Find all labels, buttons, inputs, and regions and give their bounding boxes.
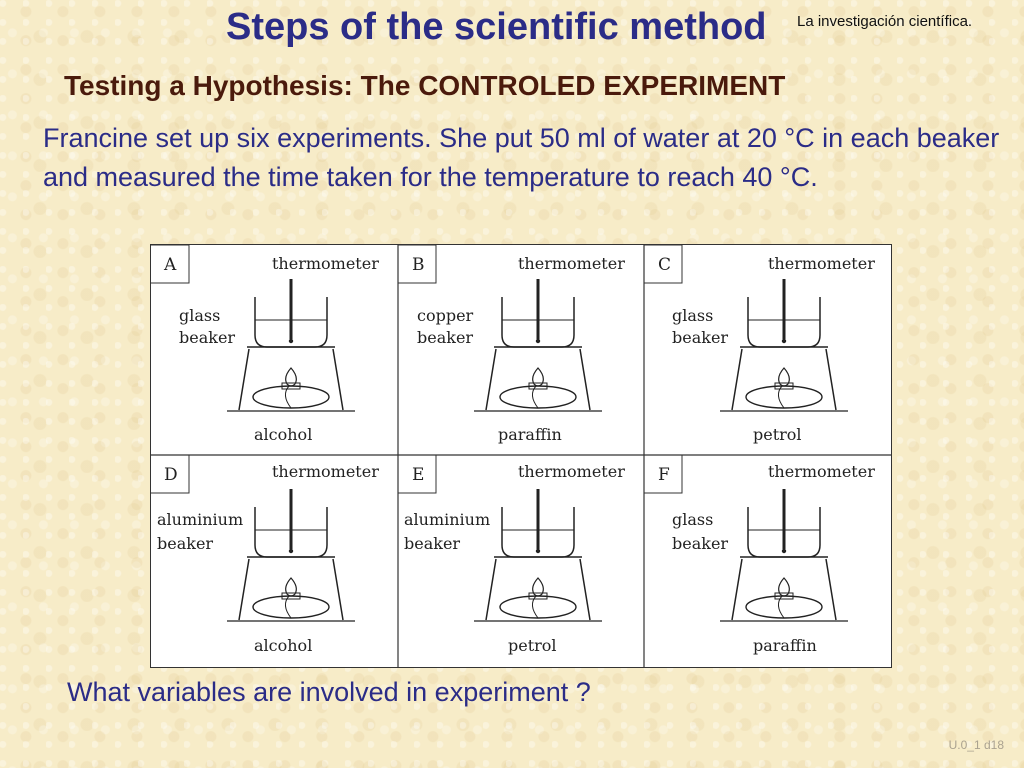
fuel-label: petrol <box>508 636 557 655</box>
panel-letter: C <box>658 255 672 275</box>
thermometer-label: thermometer <box>518 254 625 273</box>
beaker-label-line2: beaker <box>157 534 214 553</box>
experiment-panel-b <box>412 254 625 444</box>
slide-title: Steps of the scientific method <box>226 6 767 48</box>
beaker-label-line1: aluminium <box>404 510 491 529</box>
corner-label: La investigación científica. <box>797 13 973 30</box>
thermometer-label: thermometer <box>272 462 379 481</box>
beaker-label-line2: beaker <box>417 328 474 347</box>
thermometer-label: thermometer <box>768 254 875 273</box>
panel-letter: D <box>164 465 178 485</box>
panel-letter: F <box>658 465 670 485</box>
fuel-label: alcohol <box>254 425 313 444</box>
panel-letter: B <box>412 255 425 275</box>
beaker-label-line1: glass <box>179 306 221 325</box>
experiment-panel-d <box>157 462 379 655</box>
fuel-label: alcohol <box>254 636 313 655</box>
beaker-label-line2: beaker <box>179 328 236 347</box>
beaker-label-line1: copper <box>417 306 474 325</box>
experiment-panel-a <box>163 254 379 444</box>
intro-text: Francine set up six experiments. She put 50 ml of water at 20 °C in each beaker and measured the time taken for the temperature to reach 40 °C. <box>43 123 1000 192</box>
panel-letter: E <box>412 465 425 485</box>
beaker-label-line1: glass <box>672 306 714 325</box>
slide-subtitle: Testing a Hypothesis: The CONTROLED EXPERIMENT <box>64 70 786 101</box>
experiment-panel-e <box>404 462 625 655</box>
thermometer-label: thermometer <box>768 462 875 481</box>
beaker-label-line2: beaker <box>672 534 729 553</box>
fuel-label: petrol <box>753 425 802 444</box>
question-text: What variables are involved in experiment ? <box>67 677 591 707</box>
slide-footer: U.0_1 d18 <box>948 738 1004 752</box>
beaker-label-line1: glass <box>672 510 714 529</box>
beaker-label-line1: aluminium <box>157 510 244 529</box>
thermometer-label: thermometer <box>518 462 625 481</box>
beaker-label-line2: beaker <box>672 328 729 347</box>
beaker-label-line2: beaker <box>404 534 461 553</box>
fuel-label: paraffin <box>753 636 817 655</box>
panel-letter: A <box>164 255 177 275</box>
experiment-panel-f <box>658 462 875 655</box>
experiment-figure <box>150 244 892 668</box>
thermometer-label: thermometer <box>272 254 379 273</box>
fuel-label: paraffin <box>498 425 562 444</box>
experiment-panel-c <box>658 254 875 444</box>
